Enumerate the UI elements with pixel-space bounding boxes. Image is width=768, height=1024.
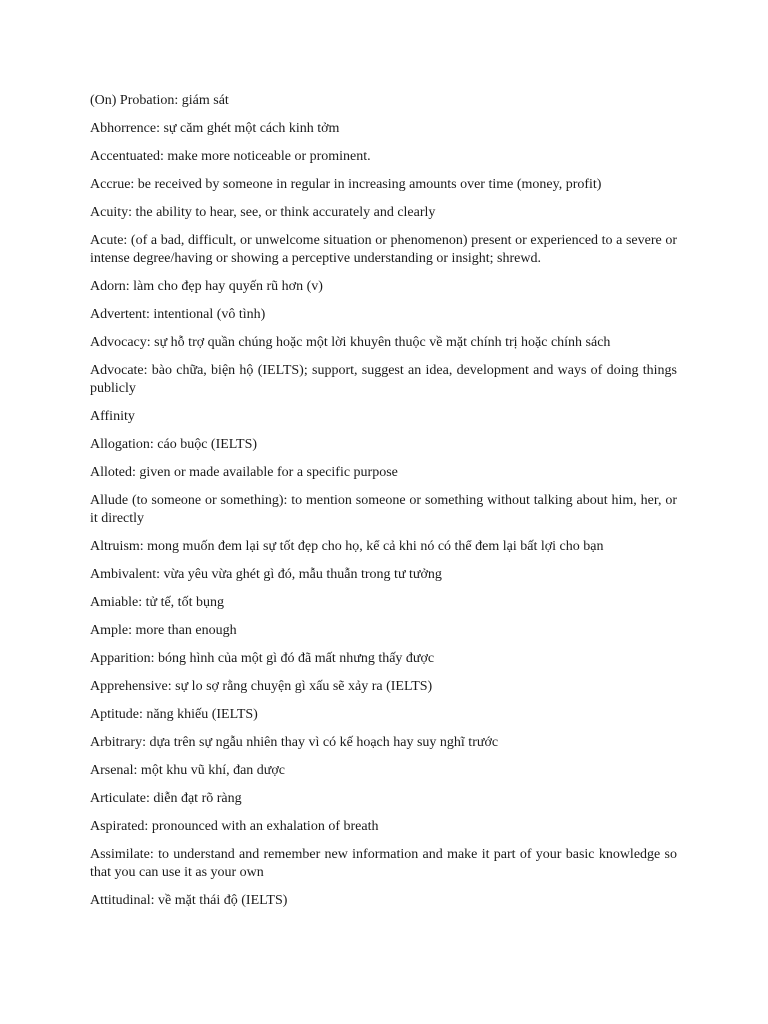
vocab-entry: Affinity [90,409,135,424]
vocab-entry: (On) Probation: giám sát [90,93,229,108]
vocab-entry: Ample: more than enough [90,623,237,638]
vocab-entry: Apprehensive: sự lo sợ rằng chuyện gì xấu sẽ xảy ra (IELTS) [90,679,433,694]
vocab-entry: Arsenal: một khu vũ khí, đan dược [90,763,286,778]
vocabulary-list [90,92,677,920]
vocab-entry: Advocate: bào chữa, biện hộ (IELTS); support, suggest an idea, development and ways of doing things publicly [90,363,677,396]
vocab-entry: Arbitrary: dựa trên sự ngẫu nhiên thay vì có kế hoạch hay suy nghĩ trước [90,735,499,750]
vocab-entry: Altruism: mong muốn đem lại sự tốt đẹp cho họ, kể cả khi nó có thể đem lại bất lợi cho bạn [90,539,604,554]
vocab-entry: Accrue: be received by someone in regular in increasing amounts over time (money, profit) [90,177,602,192]
vocab-entry: Attitudinal: về mặt thái độ (IELTS) [90,893,288,908]
vocab-entry: Acuity: the ability to hear, see, or think accurately and clearly [90,205,436,220]
vocab-entry: Aspirated: pronounced with an exhalation of breath [90,819,379,834]
vocab-entry: Aptitude: năng khiếu (IELTS) [90,707,258,722]
vocab-entry: Adorn: làm cho đẹp hay quyến rũ hơn (v) [90,279,323,294]
vocab-entry: Advocacy: sự hỗ trợ quần chúng hoặc một lời khuyên thuộc về mặt chính trị hoặc chính sách [90,335,611,350]
vocab-entry: Assimilate: to understand and remember new information and make it part of your basic knowledge so that you can use it as your own [90,847,677,880]
vocab-entry: Apparition: bóng hình của một gì đó đã mất nhưng thấy được [90,651,435,666]
vocab-entry: Abhorrence: sự căm ghét một cách kinh tởm [90,121,340,136]
vocab-entry: Allude (to someone or something): to mention someone or something without talking about him, her, or it directly [90,493,677,526]
vocab-entry: Alloted: given or made available for a specific purpose [90,465,398,480]
vocab-entry: Articulate: diễn đạt rõ ràng [90,791,242,806]
vocab-entry: Allogation: cáo buộc (IELTS) [90,437,258,452]
vocab-entry: Amiable: tử tế, tốt bụng [90,595,224,610]
vocab-entry: Accentuated: make more noticeable or prominent. [90,149,371,164]
vocab-entry: Ambivalent: vừa yêu vừa ghét gì đó, mẫu thuẫn trong tư tưởng [90,567,442,582]
vocab-entry: Acute: (of a bad, difficult, or unwelcome situation or phenomenon) present or experienced to a severe or intense degree/having or showing a perceptive understanding or insight; shrewd. [90,233,677,266]
vocab-entry: Advertent: intentional (vô tình) [90,307,266,322]
